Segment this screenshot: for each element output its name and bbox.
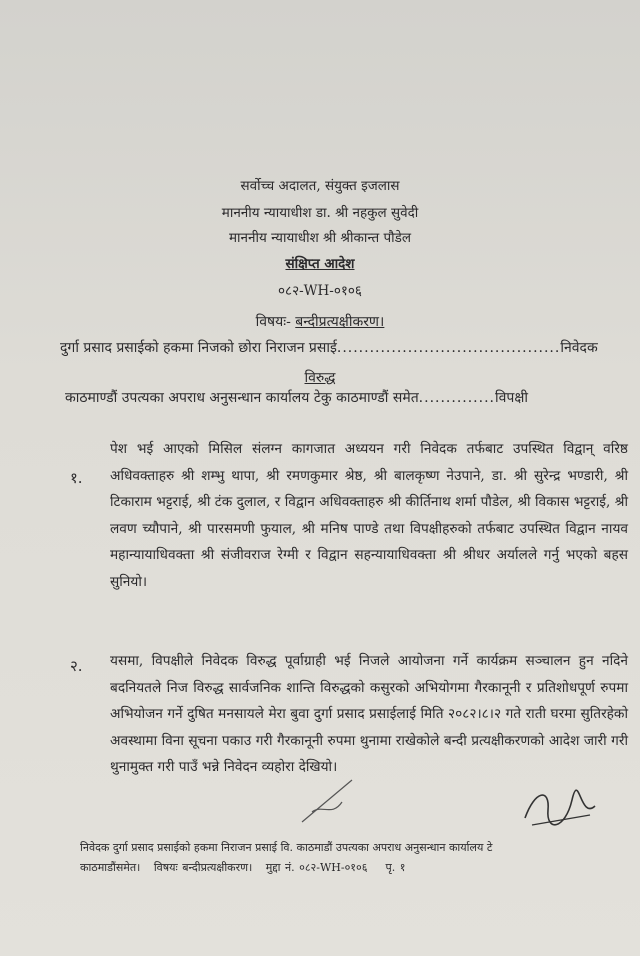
paragraph-2: यसमा, विपक्षीले निवेदक विरुद्ध पूर्वाग्राही भई निजले आयोजना गर्ने कार्यक्रम सञ्चालन हुन नदिने बदनियतले निज विरुद्ध सार्वजनिक शान्ति विरुद्धको कसुरको अभियोगमा गैरकानूनी र प्रतिशोधपूर्ण रुपमा अभियोजन गर्ने दुषित मनसायले मेरा बुवा दुर्गा प्रसाद प्रसाईलाई मिति २०८२।८।२ गते राती घरमा सुतिरहेको अवस्थामा विना सूचना पकाउ गरी गैरकानूनी रुपमा थुनामा राखेकोले बन्दी प्रत्यक्षीकरणको आदेश जारी गरी थुनामुक्त गरी पाउँ भन्ने निवेदन व्यहोरा देखियो। xyxy=(110,653,628,775)
signature-right xyxy=(520,780,600,840)
signature-left xyxy=(292,772,372,832)
petitioner-line: दुर्गा प्रसाद प्रसाईको हकमा निजको छोरा निराजन प्रसाई.........................................निवेदक xyxy=(60,340,598,356)
subject-prefix: विषयः- xyxy=(255,314,291,330)
subject-text: बन्दीप्रत्यक्षीकरण। xyxy=(295,314,385,330)
case-number: ०८२-WH-०१०६ xyxy=(278,283,362,299)
justice-name-2: माननीय न्यायाधीश श्री श्रीकान्त पौडेल xyxy=(228,230,412,246)
respondent-name: काठमाण्डौं उपत्यका अपराध अनुसन्धान कार्यालय टेकु काठमाण्डौं समेत xyxy=(65,390,419,406)
versus-label: विरुद्ध xyxy=(304,370,336,386)
respondent-line: काठमाण्डौं उपत्यका अपराध अनुसन्धान कार्यालय टेकु काठमाण्डौं समेत..............विपक्षी xyxy=(65,390,529,406)
footer-page-number: पृ. १ xyxy=(385,861,406,874)
order-title: संक्षिप्त आदेश xyxy=(285,256,355,272)
paragraph-number-1: १. xyxy=(70,469,83,487)
court-name: सर्वोच्च अदालत, संयुक्त इजलास xyxy=(240,178,400,194)
subject-line xyxy=(0,312,640,331)
footer-parties: काठमाडौंसमेत। xyxy=(80,861,141,874)
justice-name-1: माननीय न्यायाधीश डा. श्री नहकुल सुवेदी xyxy=(221,205,419,221)
footer-line-1: निवेदक दुर्गा प्रसाद प्रसाईको हकमा निराजन प्रसाई वि. काठमाडौं उपत्यका अपराध अनुसन्धान कार्यालय टे xyxy=(80,841,493,854)
footer-line-2 xyxy=(80,858,640,877)
paragraph-number-2: २. xyxy=(70,657,83,675)
footer-case-number: मुद्दा नं. ०८२-WH-०१०६ xyxy=(265,861,368,874)
footer-subject: विषयः बन्दीप्रत्यक्षीकरण। xyxy=(153,861,253,874)
respondent-role: विपक्षी xyxy=(494,390,529,406)
paragraph-1: पेश भई आएको मिसिल संलग्न कागजात अध्ययन गरी निवेदक तर्फबाट उपस्थित विद्वान् वरिष्ठ अधिवक्ताहरु श्री शम्भु थापा, श्री रमणकुमार श्रेष्ठ, श्री बालकृष्ण नेउपाने, डा. श्री सुरेन्द्र भण्डारी, श्री टिकाराम भट्टराई, श्री टंक दुलाल, र विद्वान अधिवक्ताहरु श्री कीर्तिनाथ शर्मा पौडेल, श्री विकास भट्टराई, श्री लवण च्यौपाने, श्री पारसमणी फुयाल, श्री मनिष पाण्डे तथा विपक्षीहरुको तर्फबाट उपस्थित विद्वान नायव महान्यायाधिवक्ता श्री संजीवराज रेग्मी र विद्वान सहन्यायाधिवक्ता श्री श्रीधर अर्यालले गर्नु भएको बहस सुनियो। xyxy=(110,441,628,590)
petitioner-role: निवेदक xyxy=(560,340,598,356)
petitioner-name: दुर्गा प्रसाद प्रसाईको हकमा निजको छोरा निराजन प्रसाई xyxy=(60,340,337,356)
